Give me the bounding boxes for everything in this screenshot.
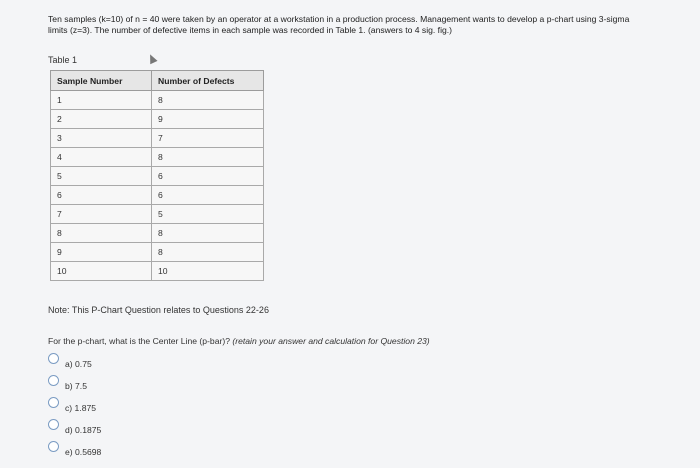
column-header-number-of-defects: Number of Defects [152, 71, 264, 91]
defects-cell: 8 [152, 148, 264, 167]
sample-number-cell: 7 [51, 205, 152, 224]
answer-option-a[interactable] [48, 350, 101, 372]
answer-option-d[interactable] [48, 416, 101, 438]
defects-cell: 8 [152, 91, 264, 110]
table-row [51, 91, 264, 110]
sample-number-cell: 8 [51, 224, 152, 243]
sample-number-cell: 9 [51, 243, 152, 262]
table-row [51, 205, 264, 224]
mouse-cursor-icon [146, 53, 157, 65]
answer-options [48, 350, 101, 460]
option-label: d) 0.1875 [65, 425, 102, 435]
radio-button-icon[interactable] [48, 419, 59, 430]
table-row [51, 129, 264, 148]
table-row [51, 167, 264, 186]
sample-number-cell: 6 [51, 186, 152, 205]
table-row [51, 243, 264, 262]
sample-number-cell: 2 [51, 110, 152, 129]
radio-button-icon[interactable] [48, 397, 59, 408]
prompt-main-text: For the p-chart, what is the Center Line (p-bar)? [48, 336, 233, 346]
defects-cell: 10 [152, 262, 264, 281]
defects-cell: 6 [152, 167, 264, 186]
option-label: e) 0.5698 [65, 447, 102, 457]
sample-number-cell: 5 [51, 167, 152, 186]
table-row [51, 148, 264, 167]
question-prompt [48, 336, 430, 346]
table-row [51, 110, 264, 129]
table-row [51, 224, 264, 243]
defects-cell: 5 [152, 205, 264, 224]
answer-option-e[interactable] [48, 438, 101, 460]
option-label: b) 7.5 [65, 381, 87, 391]
sample-number-cell: 10 [51, 262, 152, 281]
sample-number-cell: 1 [51, 91, 152, 110]
option-label: a) 0.75 [65, 359, 92, 369]
answer-option-b[interactable] [48, 372, 101, 394]
column-header-sample-number: Sample Number [51, 71, 152, 91]
defects-cell: 8 [152, 243, 264, 262]
note-text: Note: This P-Chart Question relates to Questions 22-26 [48, 305, 269, 315]
defects-cell: 6 [152, 186, 264, 205]
defects-cell: 8 [152, 224, 264, 243]
table-row [51, 186, 264, 205]
defects-cell: 7 [152, 129, 264, 148]
sample-number-cell: 4 [51, 148, 152, 167]
table-row [51, 262, 264, 281]
radio-button-icon[interactable] [48, 375, 59, 386]
option-label: c) 1.875 [65, 403, 97, 413]
defects-table [50, 70, 264, 281]
defects-cell: 9 [152, 110, 264, 129]
sample-number-cell: 3 [51, 129, 152, 148]
table-header-row [51, 71, 264, 91]
prompt-italic-text: (retain your answer and calculation for Question 23) [232, 336, 430, 346]
answer-option-c[interactable] [48, 394, 101, 416]
radio-button-icon[interactable] [48, 441, 59, 452]
question-text: Ten samples (k=10) of n = 40 were taken by an operator at a workstation in a production process. Management wants to develop a p-chart using 3-sigma limits (z=3). The number of defective items in each sample was recorded in Table 1. (answers to 4 sig. fig.) [48, 14, 630, 35]
table-caption: Table 1 [48, 55, 78, 65]
radio-button-icon[interactable] [48, 353, 59, 364]
